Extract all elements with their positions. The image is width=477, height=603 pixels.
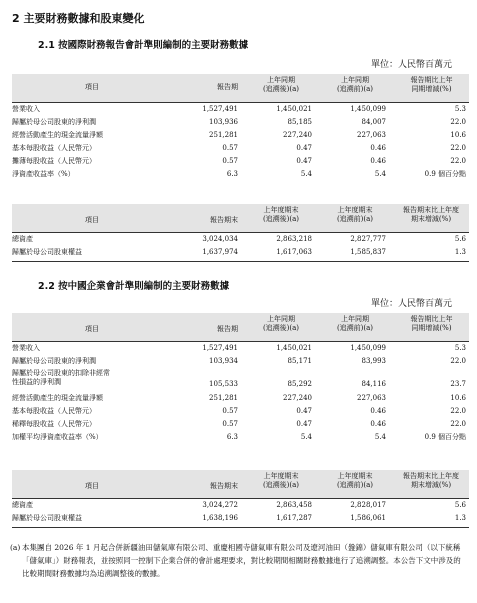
cell-value: 10.6 <box>450 394 466 402</box>
cell-value: 103,934 <box>209 357 238 365</box>
section-title: 2 主要財務數據和股東變化 <box>12 12 145 25</box>
row-label: 歸屬於母公司股東權益 <box>12 248 82 256</box>
table-row <box>12 368 469 392</box>
cell-value: 6.3 <box>226 433 238 441</box>
cell-value: 227,063 <box>357 131 386 139</box>
cell-value: 1,585,837 <box>350 248 386 256</box>
cell-value: 0.47 <box>296 407 312 415</box>
footnote-text: 本集團自 2026 年 1 月起合併新疆油田儲氣庫有限公司、重慶相國寺儲氣庫有限公司及遼河油田（盤錦）儲氣庫有限公司（以下統稱「儲氣庫」）財務報表，並按照同一控制下企業合併的會計處理要求，對比較期間相關財務數據進行了追溯調整。本公告下文中涉及的比較期間財務數據均為追溯調整後的數據。 <box>22 543 461 578</box>
cell-value: 22.0 <box>450 157 466 165</box>
table-2-1-balance <box>12 204 469 259</box>
cell-value: 0.57 <box>222 144 238 152</box>
cell-value: 5.4 <box>300 433 312 441</box>
cell-value: 0.57 <box>222 407 238 415</box>
row-label: 總資產 <box>12 501 33 509</box>
cell-value: 0.46 <box>370 407 386 415</box>
cell-value: 1,450,021 <box>276 344 312 352</box>
header-change: 報告期比上年 同期增減(%) <box>410 315 453 332</box>
cell-value: 0.47 <box>296 144 312 152</box>
cell-value: 1,586,061 <box>350 514 386 522</box>
row-label: 加權平均淨資產收益率（%） <box>12 433 103 441</box>
cell-value: 22.0 <box>450 118 466 126</box>
cell-value: 22.0 <box>450 420 466 428</box>
unit-label-2-1: 單位：人民幣百萬元 <box>371 60 453 70</box>
cell-value: 2,828,017 <box>350 501 386 509</box>
cell-value: 6.3 <box>226 170 238 178</box>
cell-value: 22.0 <box>450 144 466 152</box>
table-2-2-balance <box>12 470 469 525</box>
header-item: 項目 <box>85 482 99 490</box>
header-item: 項目 <box>85 216 99 224</box>
table-row <box>12 246 469 259</box>
table-header <box>12 74 469 102</box>
header-item: 項目 <box>85 325 99 333</box>
cell-value: 1,527,491 <box>202 344 238 352</box>
row-label: 歸屬於母公司股東的淨利潤 <box>12 118 96 126</box>
unit-label-2-2: 單位：人民幣百萬元 <box>371 299 453 309</box>
table-header <box>12 204 469 232</box>
table-row <box>12 129 469 142</box>
table-header <box>12 313 469 341</box>
cell-value: 1,450,021 <box>276 105 312 113</box>
cell-value: 2,863,458 <box>276 501 312 509</box>
header-last-year-end-original: 上年度期末 (追溯前)(a) <box>336 472 374 489</box>
cell-value: 85,292 <box>287 380 312 388</box>
table-row <box>12 392 469 405</box>
subsection-title-2-2: 2.2 按中國企業會計準則編制的主要財務數據 <box>38 281 230 292</box>
header-change: 報告期比上年 同期增減(%) <box>410 76 453 93</box>
row-label: 經營活動產生的現金流量淨額 <box>12 131 103 139</box>
footnote <box>10 542 462 580</box>
row-label: 歸屬於母公司股東的淨利潤 <box>12 357 96 365</box>
row-label: 總資產 <box>12 235 33 243</box>
row-label: 稀釋每股收益（人民幣元） <box>12 420 96 428</box>
cell-value: 1,617,287 <box>276 514 312 522</box>
cell-value: 5.6 <box>454 501 466 509</box>
table-row <box>12 341 469 355</box>
cell-value: 227,240 <box>283 131 312 139</box>
cell-value: 0.46 <box>370 157 386 165</box>
header-period: 報告期 <box>217 325 238 333</box>
table-row <box>12 355 469 368</box>
table-row <box>12 418 469 431</box>
cell-value: 22.0 <box>450 357 466 365</box>
table-bottom-rule <box>12 261 469 262</box>
header-change: 報告期末比上年度 期末增減(%) <box>403 206 459 223</box>
cell-value: 1.3 <box>454 514 466 522</box>
cell-value: 5.3 <box>454 344 466 352</box>
header-last-period-original: 上年同期 (追溯前)(a) <box>336 315 374 332</box>
cell-value: 251,281 <box>209 131 238 139</box>
footnote-mark: (a) <box>10 543 21 552</box>
row-label: 基本每股收益（人民幣元） <box>12 407 96 415</box>
cell-value: 5.4 <box>300 170 312 178</box>
header-item: 項目 <box>85 83 99 91</box>
table-row <box>12 116 469 129</box>
table-bottom-rule <box>12 527 469 528</box>
cell-value: 227,063 <box>357 394 386 402</box>
row-label: 營業收入 <box>12 105 40 113</box>
header-period-end: 報告期末 <box>210 216 238 224</box>
cell-value: 5.3 <box>454 105 466 113</box>
table-row <box>12 102 469 116</box>
subsection-title-2-1: 2.1 按國際財務報告會計準則編制的主要財務數據 <box>38 40 249 51</box>
table-header <box>12 470 469 498</box>
cell-value: 85,171 <box>287 357 312 365</box>
cell-value: 84,116 <box>361 380 386 388</box>
row-label: 歸屬於母公司股東權益 <box>12 514 82 522</box>
cell-value: 0.46 <box>370 144 386 152</box>
table-2-2-income <box>12 313 469 444</box>
row-label: 淨資產收益率（%） <box>12 170 75 178</box>
header-change: 報告期末比上年度 期末增減(%) <box>403 472 459 489</box>
header-last-year-end-restated: 上年度期末 (追溯後)(a) <box>262 206 300 223</box>
header-last-year-end-original: 上年度期末 (追溯前)(a) <box>336 206 374 223</box>
header-last-period-restated: 上年同期 (追溯後)(a) <box>262 76 300 93</box>
table-row <box>12 232 469 246</box>
cell-value: 0.9 個百分點 <box>424 433 466 441</box>
cell-value: 1,637,974 <box>202 248 238 256</box>
cell-value: 0.47 <box>296 420 312 428</box>
header-last-year-end-restated: 上年度期末 (追溯後)(a) <box>262 472 300 489</box>
cell-value: 85,185 <box>287 118 312 126</box>
cell-value: 84,007 <box>361 118 386 126</box>
header-period: 報告期 <box>217 83 238 91</box>
cell-value: 1,527,491 <box>202 105 238 113</box>
cell-value: 1,450,099 <box>350 344 386 352</box>
cell-value: 0.57 <box>222 157 238 165</box>
header-last-period-original: 上年同期 (追溯前)(a) <box>336 76 374 93</box>
cell-value: 2,863,218 <box>276 235 312 243</box>
cell-value: 251,281 <box>209 394 238 402</box>
cell-value: 227,240 <box>283 394 312 402</box>
table-row <box>12 142 469 155</box>
cell-value: 0.46 <box>370 420 386 428</box>
cell-value: 105,533 <box>209 380 238 388</box>
table-row <box>12 498 469 512</box>
table-row <box>12 405 469 418</box>
cell-value: 0.9 個百分點 <box>424 170 466 178</box>
cell-value: 23.7 <box>450 380 466 388</box>
cell-value: 5.6 <box>454 235 466 243</box>
cell-value: 5.4 <box>374 433 386 441</box>
cell-value: 22.0 <box>450 407 466 415</box>
header-period-end: 報告期末 <box>210 482 238 490</box>
table-2-1-income <box>12 74 469 181</box>
cell-value: 1,617,063 <box>276 248 312 256</box>
cell-value: 83,993 <box>361 357 386 365</box>
table-row <box>12 512 469 525</box>
cell-value: 10.6 <box>450 131 466 139</box>
cell-value: 5.4 <box>374 170 386 178</box>
row-label: 歸屬於母公司股東的扣除非經常 性損益的淨利潤 <box>12 369 110 386</box>
cell-value: 0.57 <box>222 420 238 428</box>
header-last-period-restated: 上年同期 (追溯後)(a) <box>262 315 300 332</box>
table-row <box>12 431 469 444</box>
cell-value: 3,024,034 <box>202 235 238 243</box>
row-label: 營業收入 <box>12 344 40 352</box>
cell-value: 1,450,099 <box>350 105 386 113</box>
cell-value: 3,024,272 <box>202 501 238 509</box>
row-label: 基本每股收益（人民幣元） <box>12 144 96 152</box>
cell-value: 103,936 <box>209 118 238 126</box>
cell-value: 2,827,777 <box>350 235 386 243</box>
row-label: 經營活動產生的現金流量淨額 <box>12 394 103 402</box>
table-row <box>12 155 469 168</box>
table-row <box>12 168 469 181</box>
cell-value: 1.3 <box>454 248 466 256</box>
row-label: 攤薄每股收益（人民幣元） <box>12 157 96 165</box>
cell-value: 1,638,196 <box>202 514 238 522</box>
cell-value: 0.47 <box>296 157 312 165</box>
